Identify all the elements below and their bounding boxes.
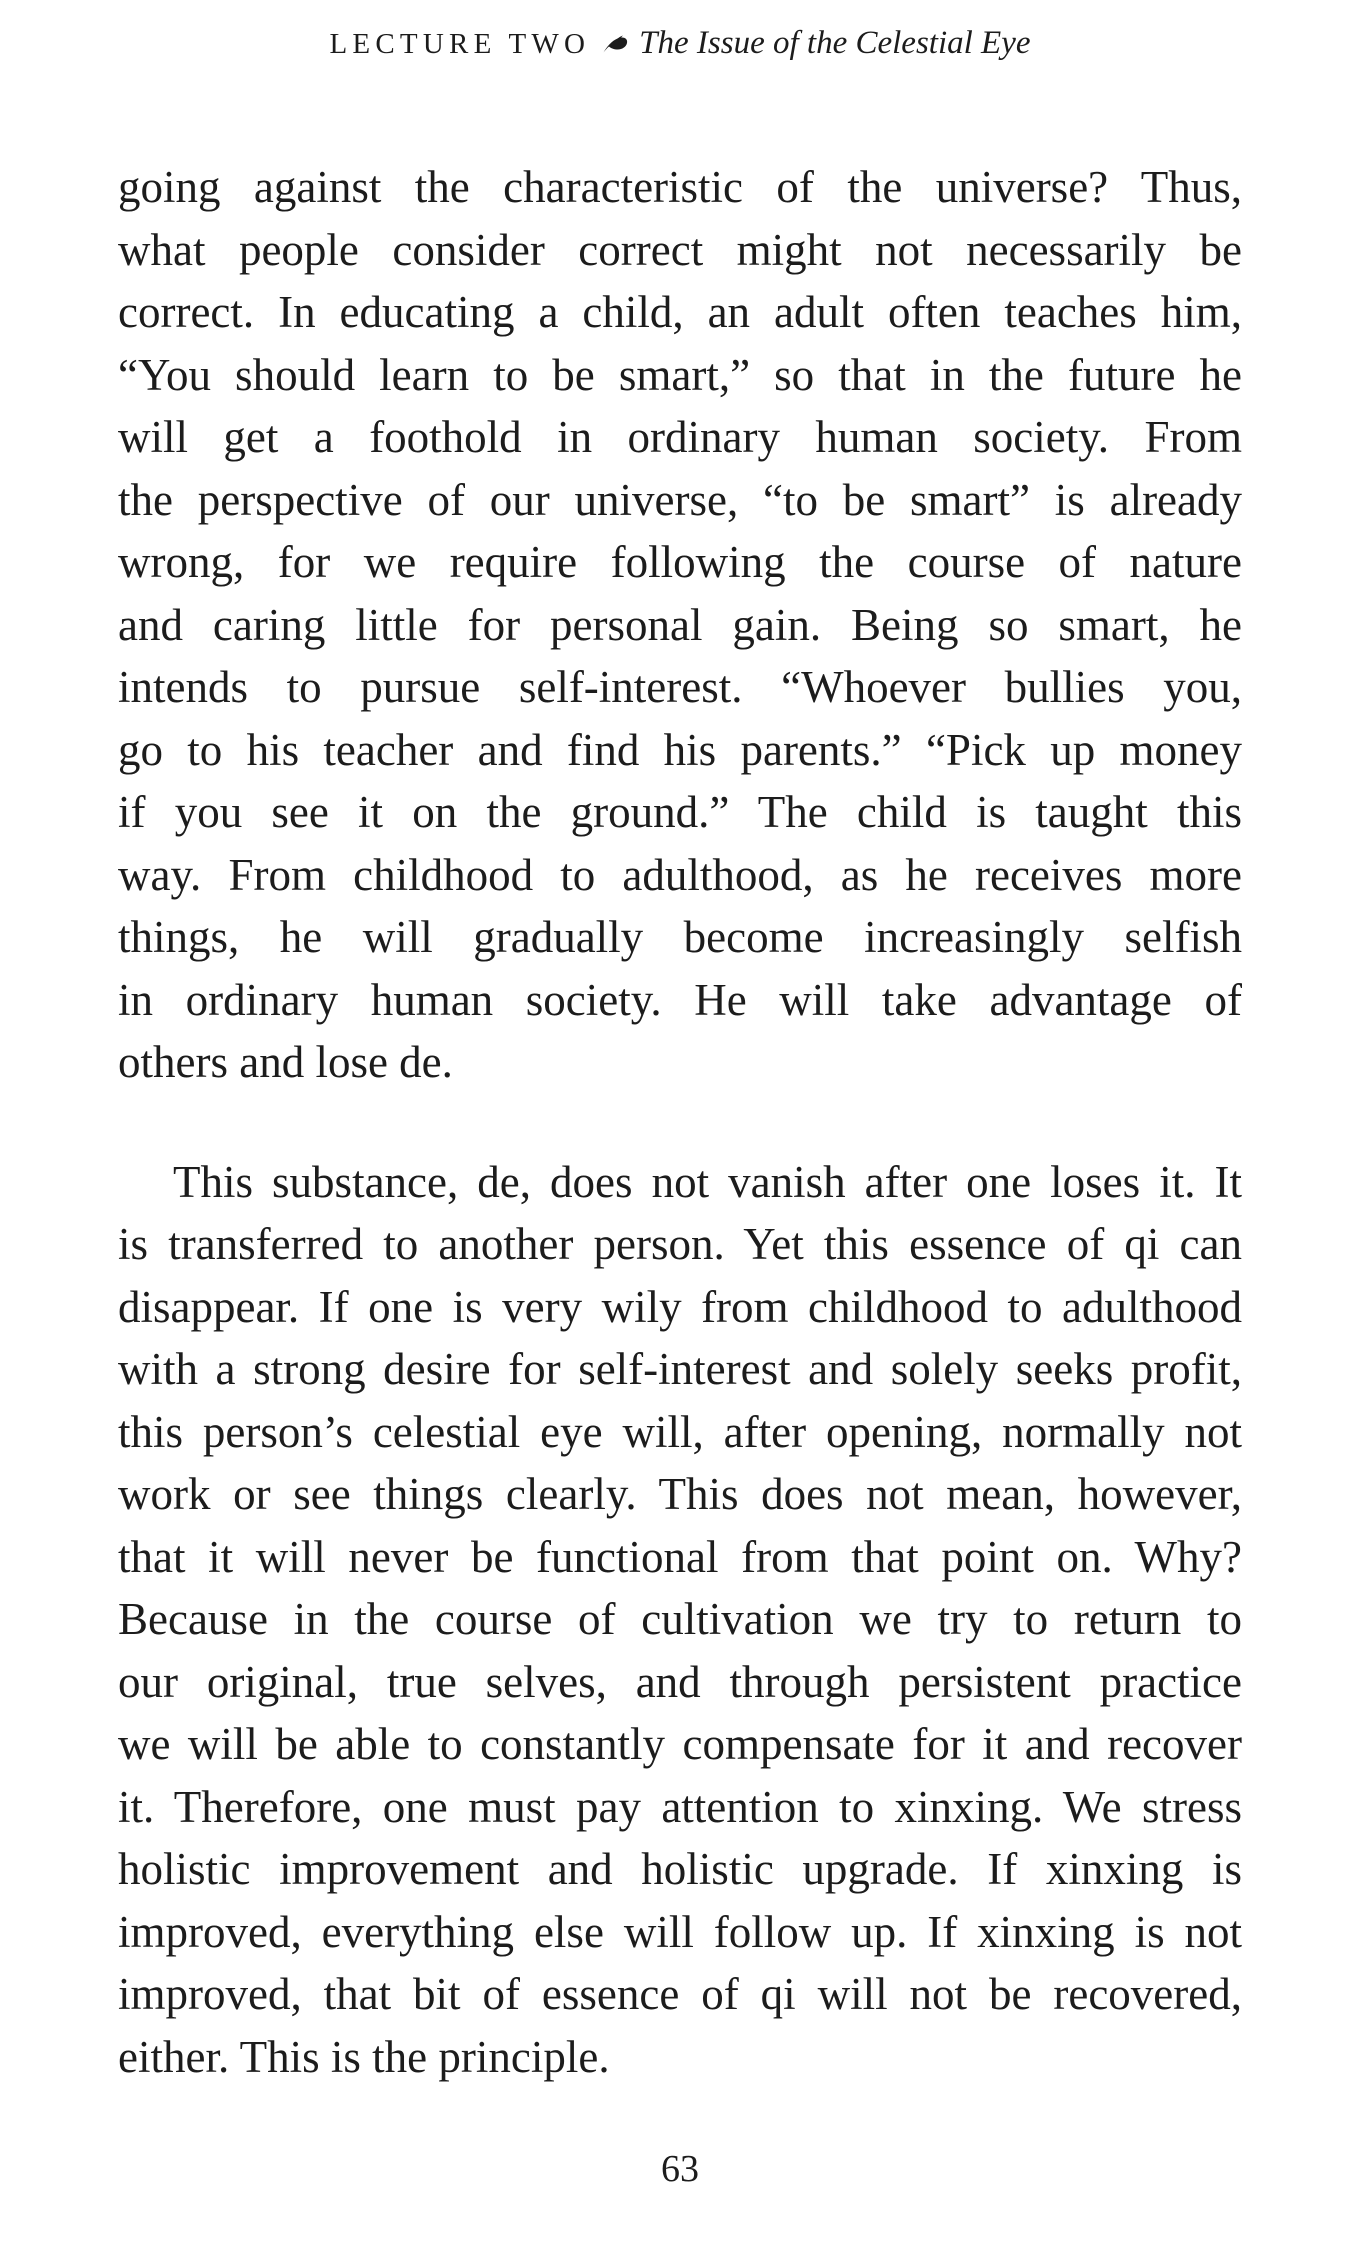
- text-line: in ordinary human society. He will take advantage of: [118, 974, 1242, 1025]
- text-line: either. This is the principle.: [118, 2031, 610, 2082]
- text-line: intends to pursue self-interest. “Whoever bullies you,: [118, 662, 1242, 712]
- page-number: 63: [661, 2148, 699, 2190]
- paragraph-2: [118, 1151, 1242, 2089]
- text-line: with a strong desire for self-interest and solely seeks profit,: [118, 1344, 1242, 1394]
- text-line: our original, true selves, and through persistent practice: [118, 1656, 1242, 1707]
- body-text: [118, 156, 1242, 2088]
- text-line: if you see it on the ground.” The child is taught this: [118, 787, 1242, 837]
- paragraph-1: [118, 156, 1242, 1094]
- text-line: going against the characteristic of the universe? Thus,: [118, 162, 1242, 212]
- text-line: way. From childhood to adulthood, as he receives more: [118, 849, 1242, 900]
- text-line: it. Therefore, one must pay attention to xinxing. We stress: [118, 1781, 1242, 1832]
- page-footer: [118, 2146, 1242, 2192]
- text-line: work or see things clearly. This does not mean, however,: [118, 1469, 1242, 1519]
- text-line: improved, that bit of essence of qi will not be recovered,: [118, 1969, 1242, 2019]
- text-line: and caring little for personal gain. Being so smart, he: [118, 599, 1242, 650]
- chapter-title: The Issue of the Celestial Eye: [639, 25, 1031, 61]
- text-line: wrong, for we require following the course of nature: [118, 537, 1242, 587]
- text-line: correct. In educating a child, an adult often teaches him,: [118, 287, 1242, 337]
- text-line: This substance, de, does not vanish after one loses it. It: [173, 1156, 1242, 1207]
- text-line: things, he will gradually become increasingly selfish: [118, 912, 1242, 962]
- text-line: Because in the course of cultivation we try to return to: [118, 1594, 1242, 1644]
- fleuron-icon: [602, 31, 629, 73]
- text-line: disappear. If one is very wily from childhood to adulthood: [118, 1281, 1242, 1332]
- text-line: go to his teacher and find his parents.” “Pick up money: [118, 724, 1242, 775]
- text-line: holistic improvement and holistic upgrade. If xinxing is: [118, 1844, 1242, 1894]
- text-line: that it will never be functional from that point on. Why?: [118, 1531, 1242, 1582]
- text-line: will get a foothold in ordinary human society. From: [118, 412, 1242, 462]
- text-line: “You should learn to be smart,” so that in the future he: [118, 349, 1242, 400]
- text-line: we will be able to constantly compensate for it and recover: [118, 1719, 1242, 1769]
- text-line: this person’s celestial eye will, after opening, normally not: [118, 1406, 1242, 1457]
- running-header: [118, 22, 1242, 64]
- text-line: what people consider correct might not necessarily be: [118, 224, 1242, 275]
- text-line: the perspective of our universe, “to be smart” is already: [118, 474, 1242, 525]
- text-line: improved, everything else will follow up. If xinxing is not: [118, 1906, 1242, 1957]
- text-line: others and lose de.: [118, 1037, 453, 1087]
- text-line: is transferred to another person. Yet this essence of qi can: [118, 1219, 1242, 1269]
- lecture-label: LECTURE TWO: [329, 28, 591, 60]
